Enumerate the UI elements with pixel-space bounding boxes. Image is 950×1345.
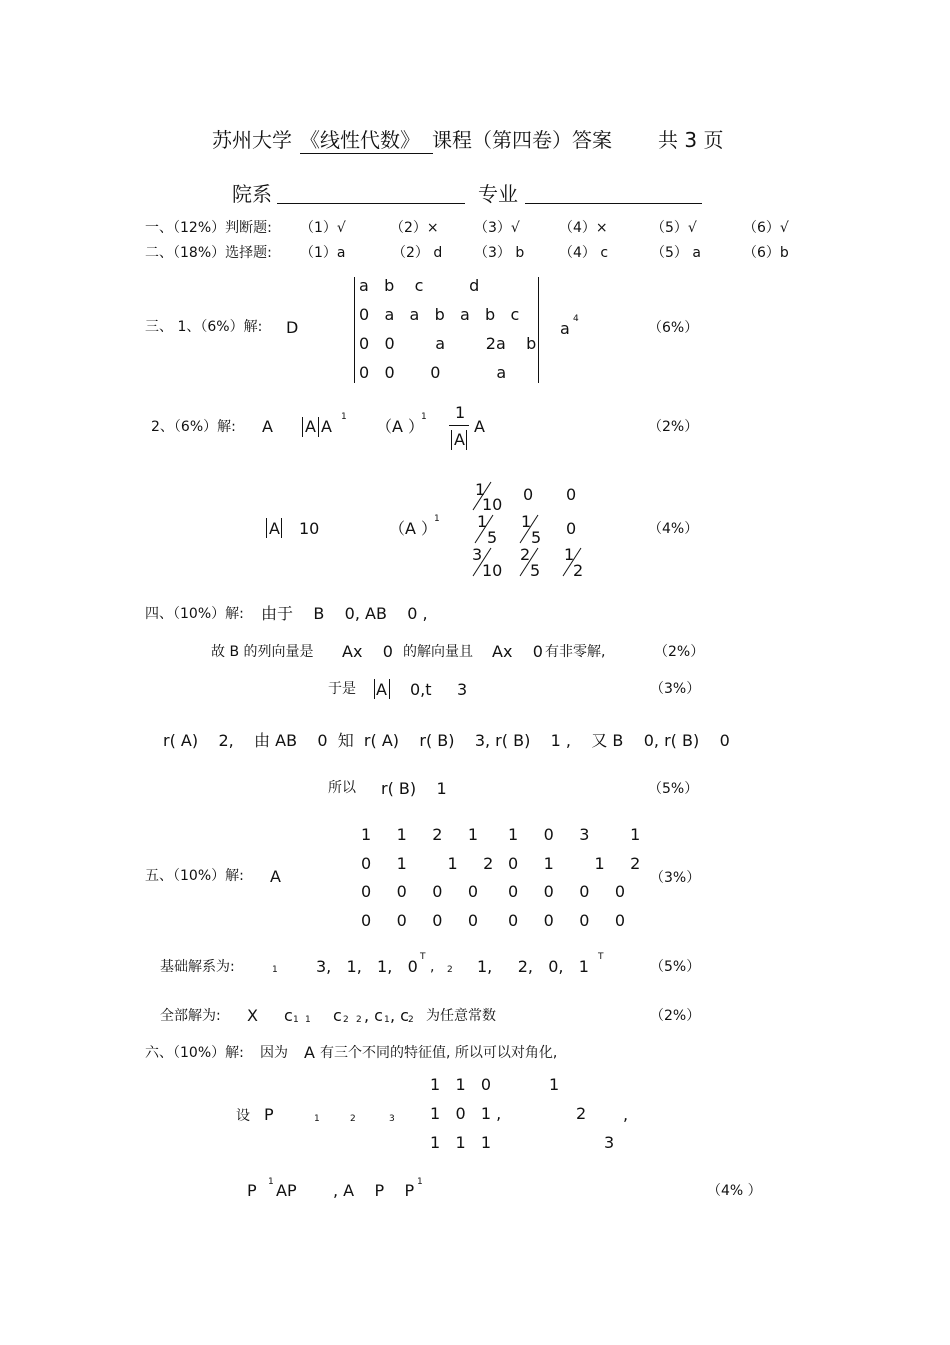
inv-cell-num: 1 [477,512,488,531]
abs-bar [466,430,467,450]
q3-2-score: （4%） [648,521,699,537]
q4-rank-line: r( A) 2, 由 AB 0 知 r( A) r( B) 3, r( B) 1 , 又 B 0, r( B) 0 [163,731,730,750]
xi-sub: 3 [389,1114,395,1124]
general-sub: 1 [305,1015,311,1025]
frac-denominator: A [454,430,465,449]
frac-slash [471,480,495,512]
basis-sub: 2 [447,965,453,975]
general-tail: 为任意常数 [426,1008,496,1024]
q6-comma: , [623,1105,629,1124]
inv-cell: 0 [523,485,534,504]
general-c: , c [364,1006,383,1025]
inv-cell-num: 1 [521,512,532,531]
basis-transpose: T [420,952,426,962]
q6-text: 有三个不同的特征值, 所以可以对角化, [320,1045,558,1061]
q4-text: 所以 [328,780,356,796]
q6-last: , A P P [333,1181,415,1200]
inv-cell-den: 10 [482,495,503,514]
frac-bar [449,425,469,426]
q5-m1-row: 0 0 0 0 [361,882,479,901]
inv-cell-den: 10 [482,561,503,580]
q3-1-result-exponent: 4 [573,314,579,324]
q2-item: （5） a [651,245,701,261]
q2-item: （2） d [392,245,443,261]
abs-bar [389,679,390,699]
q3-2-term: A [262,417,273,436]
basis-transpose: T [598,952,604,962]
lambda-entry: 1 [549,1075,560,1094]
q4-math: r( B) 1 [381,779,447,798]
q3-1-lhs: D [286,318,299,337]
abs-bar [451,430,452,450]
q5-label: 五、（10%）解: [145,868,244,884]
inv-cell: 0 [566,519,577,538]
frac-slash [518,546,542,578]
q3-2-term: （A ） [376,417,425,436]
q6-label: 六、（10%）解: [145,1045,244,1061]
q6-score: （4% ） [707,1183,762,1199]
q5-m2-row: 0 0 0 0 [508,882,626,901]
page-count: 共 3 页 [658,128,724,152]
det-row: a b c d [359,276,480,295]
major-field[interactable] [525,203,702,204]
lambda-entry: 3 [604,1133,615,1152]
q3-2-term: A A [305,417,332,436]
det-bar-right [538,277,539,383]
general-sub: 2 [408,1015,414,1025]
frac-slash [471,546,495,578]
q2-item: （6）b [743,245,789,261]
inv-cell-num: 2 [520,545,531,564]
course-name: 《线性代数》 [300,128,420,152]
q6-text: 因为 [260,1045,288,1061]
dept-label: 院系 [232,182,272,206]
det-bar-left [354,277,355,383]
frac-numerator: 1 [455,403,466,422]
course-underline [300,153,433,154]
lambda-entry: 2 [576,1104,587,1123]
inv-cell-den: 5 [530,561,541,580]
q5-m1-row: 0 1 1 2 [361,854,494,873]
inv-cell-num: 3 [472,545,483,564]
q4-text: 有非零解, [545,644,606,660]
p-matrix-row: 1 1 0 [430,1075,492,1094]
major-label: 专业 [478,182,518,206]
general-label: 全部解为: [160,1008,221,1024]
det-a: A [269,519,280,538]
inv-cell-den: 5 [487,528,498,547]
q4-score: （2%） [654,644,705,660]
q6-last-exponent: 1 [268,1177,274,1187]
general-c: , c [390,1006,409,1025]
set-label: 设 [236,1108,250,1124]
q5-m1-row: 0 0 0 0 [361,911,479,930]
q5-lhs: A [270,867,281,886]
q3-2-term: A [474,417,485,436]
q2-item: （4） c [559,245,609,261]
basis-vector: 3, 1, 1, 0 [316,957,418,976]
q1-label: 一、（12%）判断题: [145,220,272,236]
q1-item: （4）× [559,220,608,236]
q4-text: 于是 [328,681,356,697]
abs-bar [374,679,375,699]
q1-item: （1）√ [300,220,346,236]
q4-label: 四、（10%）解: [145,606,244,622]
inverse-exponent: 1 [434,514,440,524]
q3-1-score: （6%） [648,320,699,336]
set-p: P [264,1105,274,1124]
q2-item: （3） b [474,245,525,261]
q3-2-exponent: 1 [421,412,427,422]
q6-last: AP [276,1181,297,1200]
q3-1-result: a [560,319,570,338]
basis-sep: , [430,959,435,975]
q6-last-exponent: 1 [417,1177,423,1187]
q3-1-label: 三、 1、（6%）解: [145,319,263,335]
frac-slash [561,546,585,578]
abs-bar [302,417,303,437]
q6-last: P [247,1181,257,1200]
basis-score: （5%） [650,959,701,975]
general-sub: 2 [356,1015,362,1025]
general-sub: 1 [384,1015,390,1025]
det-row: 0 0 a 2a b [359,334,537,353]
q1-item: （2）× [390,220,439,236]
general-c: c [284,1006,293,1025]
xi-sub: 2 [350,1114,356,1124]
abs-bar [318,417,319,437]
q3-2-exponent: 1 [341,412,347,422]
basis-label: 基础解系为: [160,959,235,975]
abs-bar [281,518,282,538]
inv-cell-num: 1 [475,480,486,499]
title-suffix: 课程（第四卷）答案 [432,128,612,152]
q1-item: （5）√ [651,220,697,236]
q4-score: （5%） [648,781,699,797]
det-value: 10 [299,519,320,538]
p-matrix-row: 1 0 1 , [430,1104,502,1123]
inv-cell-num: 1 [564,545,575,564]
inv-cell: 0 [566,485,577,504]
inv-cell-den: 5 [531,528,542,547]
q1-item: （3）√ [474,220,520,236]
q4-text: 故 B 的列向量是 [211,644,314,660]
q1-item: （6）√ [743,220,789,236]
p-matrix-row: 1 1 1 [430,1133,492,1152]
q4-math: Ax 0 [342,642,393,661]
dept-field[interactable] [277,203,465,204]
general-score: （2%） [650,1008,701,1024]
q4-score: （3%） [650,681,701,697]
det-row: 0 0 0 a [359,363,507,382]
q2-item: （1）a [300,245,346,261]
q3-2-score: （2%） [648,419,699,435]
abs-bar [266,518,267,538]
general-sub: 1 [293,1015,299,1025]
q4-text: 的解向量且 [403,644,473,660]
general-x: X [247,1006,258,1025]
general-c: c [333,1006,342,1025]
title-prefix: 苏州大学 [212,128,292,152]
frac-slash [473,513,497,545]
det-row: 0 a a b a b c [359,305,520,324]
q4-det: A [376,680,387,699]
q5-score: （3%） [650,870,701,886]
frac-slash [518,513,542,545]
q6-matrix-a: A [304,1043,315,1062]
general-sub: 2 [343,1015,349,1025]
xi-sub: 1 [314,1114,320,1124]
q4-math: 0,t 3 [410,680,468,699]
inv-cell-den: 2 [573,561,584,580]
q3-2-label: 2、（6%）解: [151,419,236,435]
inverse-label: （A ） [389,519,438,538]
q5-m2-row: 0 1 1 2 [508,854,641,873]
q4-line: 由于 B 0, AB 0 , [261,604,428,623]
q5-m1-row: 1 1 2 1 [361,825,479,844]
q5-m2-row: 0 0 0 0 [508,911,626,930]
q2-label: 二、（18%）选择题: [145,245,272,261]
q4-math: Ax 0 [492,642,543,661]
basis-sub: 1 [272,965,278,975]
basis-vector: 1, 2, 0, 1 [477,957,589,976]
q5-m2-row: 1 0 3 1 [508,825,641,844]
